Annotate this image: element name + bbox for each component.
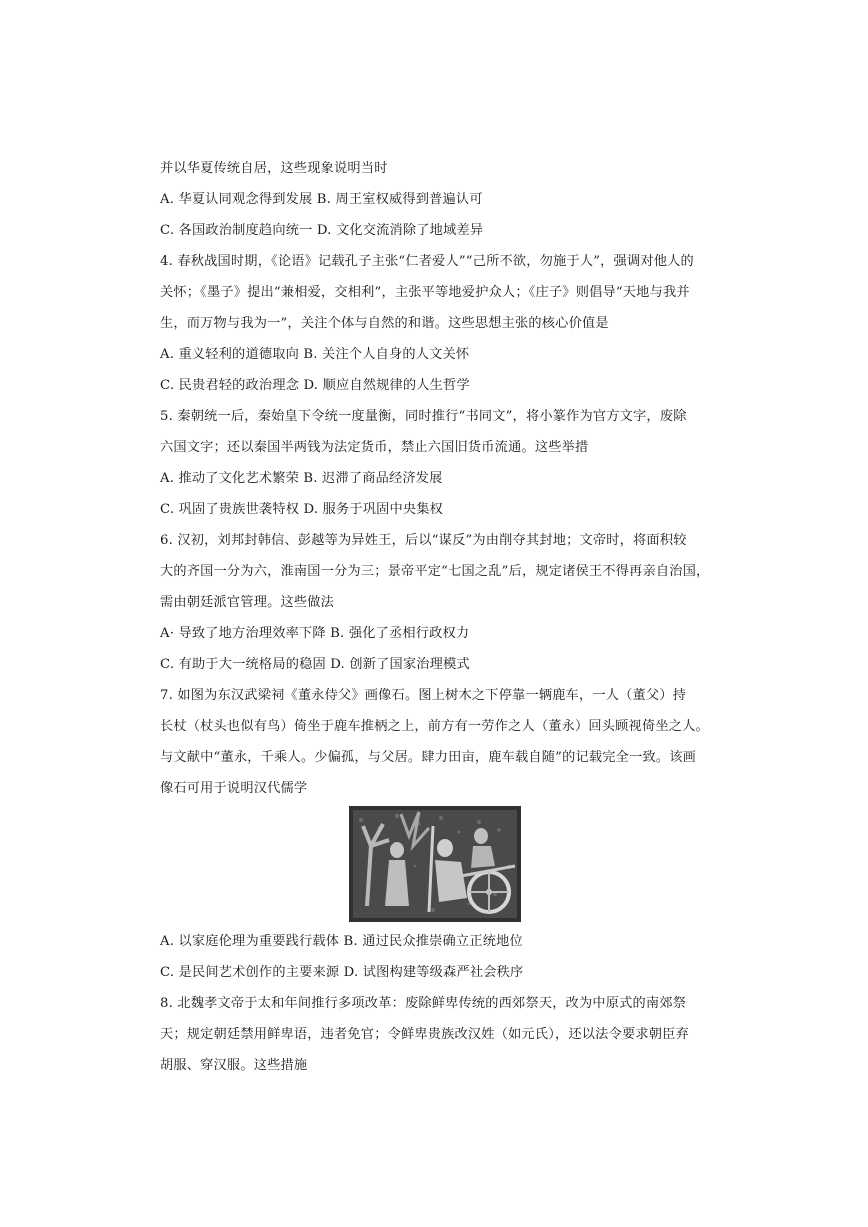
q6-stem-line-2: 大的齐国一分为六，淮南国一分为三；景帝平定“七国之乱”后，规定诸侯王不得再亲自治国， <box>160 564 710 579</box>
q5-stem-line-2: 六国文字；还以秦国半两钱为法定货币，禁止六国旧货币流通。这些举措 <box>160 440 589 455</box>
q5-stem-line-1: 5. 秦朝统一后，秦始皇下令统一度量衡，同时推行“书同文”，将小篆作为官方文字，废除 <box>160 409 687 424</box>
q7-stem-line-4: 像石可用于说明汉代儒学 <box>160 781 308 796</box>
q6-stem-line-3: 需由朝廷派官管理。这些做法 <box>160 595 335 610</box>
q5-options-cd: C. 巩固了贵族世袭特权 D. 服务于巩固中央集权 <box>160 502 444 517</box>
q4-options-ab: A. 重义轻利的道德取向 B. 关注个人自身的人文关怀 <box>160 347 470 362</box>
q6-stem-line-1: 6. 汉初，刘邦封韩信、彭越等为异姓王，后以“谋反”为由削夺其封地；文帝时，将面积较 <box>160 533 687 548</box>
q3-stem-tail: 并以华夏传统自居，这些现象说明当时 <box>160 161 388 176</box>
q7-stem-line-1: 7. 如图为东汉武梁祠《董永侍父》画像石。图上树木之下停靠一辆鹿车，一人（董父）持 <box>160 688 687 703</box>
q7-stem-line-2: 长杖（杖头也似有鸟）倚坐于鹿车推柄之上，前方有一劳作之人（董永）回头顾视倚坐之人。 <box>160 719 709 734</box>
q6-options-ab: A· 导致了地方治理效率下降 B. 强化了丞相行政权力 <box>160 626 470 641</box>
stone-relief-image <box>349 806 521 922</box>
q4-options-cd: C. 民贵君轻的政治理念 D. 顺应自然规律的人生哲学 <box>160 378 470 393</box>
q8-stem-line-1: 8. 北魏孝文帝于太和年间推行多项改革：废除鲜卑传统的西郊祭天，改为中原式的南郊祭 <box>160 996 687 1011</box>
q5-options-ab: A. 推动了文化艺术繁荣 B. 迟滞了商品经济发展 <box>160 471 443 486</box>
q3-options-cd: C. 各国政治制度趋向统一 D. 文化交流消除了地域差异 <box>160 223 484 238</box>
q8-stem-line-2: 天；规定朝廷禁用鲜卑语，违者免官；令鲜卑贵族改汉姓（如元氏），还以法令要求朝臣弃 <box>160 1027 689 1042</box>
q4-stem-line-3: 生，而万物与我为一”，关注个体与自然的和谐。这些思想主张的核心价值是 <box>160 316 609 331</box>
q4-stem-line-1: 4. 春秋战国时期，《论语》记载孔子主张“仁者爱人”“己所不欲，勿施于人”，强调对他人的 <box>160 254 694 269</box>
q3-options-ab: A. 华夏认同观念得到发展 B. 周王室权威得到普遍认可 <box>160 192 483 207</box>
q7-stem-line-3: 与文献中“董永，千乘人。少偏孤，与父居。肆力田亩，鹿车载自随”的记载完全一致。该画 <box>160 750 696 765</box>
q7-options-cd: C. 是民间艺术创作的主要来源 D. 试图构建等级森严社会秩序 <box>160 965 524 980</box>
q7-options-ab: A. 以家庭伦理为重要践行载体 B. 通过民众推崇确立正统地位 <box>160 934 523 949</box>
q8-stem-line-3: 胡服、穿汉服。这些措施 <box>160 1058 308 1073</box>
q6-options-cd: C. 有助于大一统格局的稳固 D. 创新了国家治理模式 <box>160 657 470 672</box>
q4-stem-line-2: 关怀；《墨子》提出“兼相爱，交相利”，主张平等地爱护众人；《庄子》则倡导“天地与我并 <box>160 285 690 300</box>
